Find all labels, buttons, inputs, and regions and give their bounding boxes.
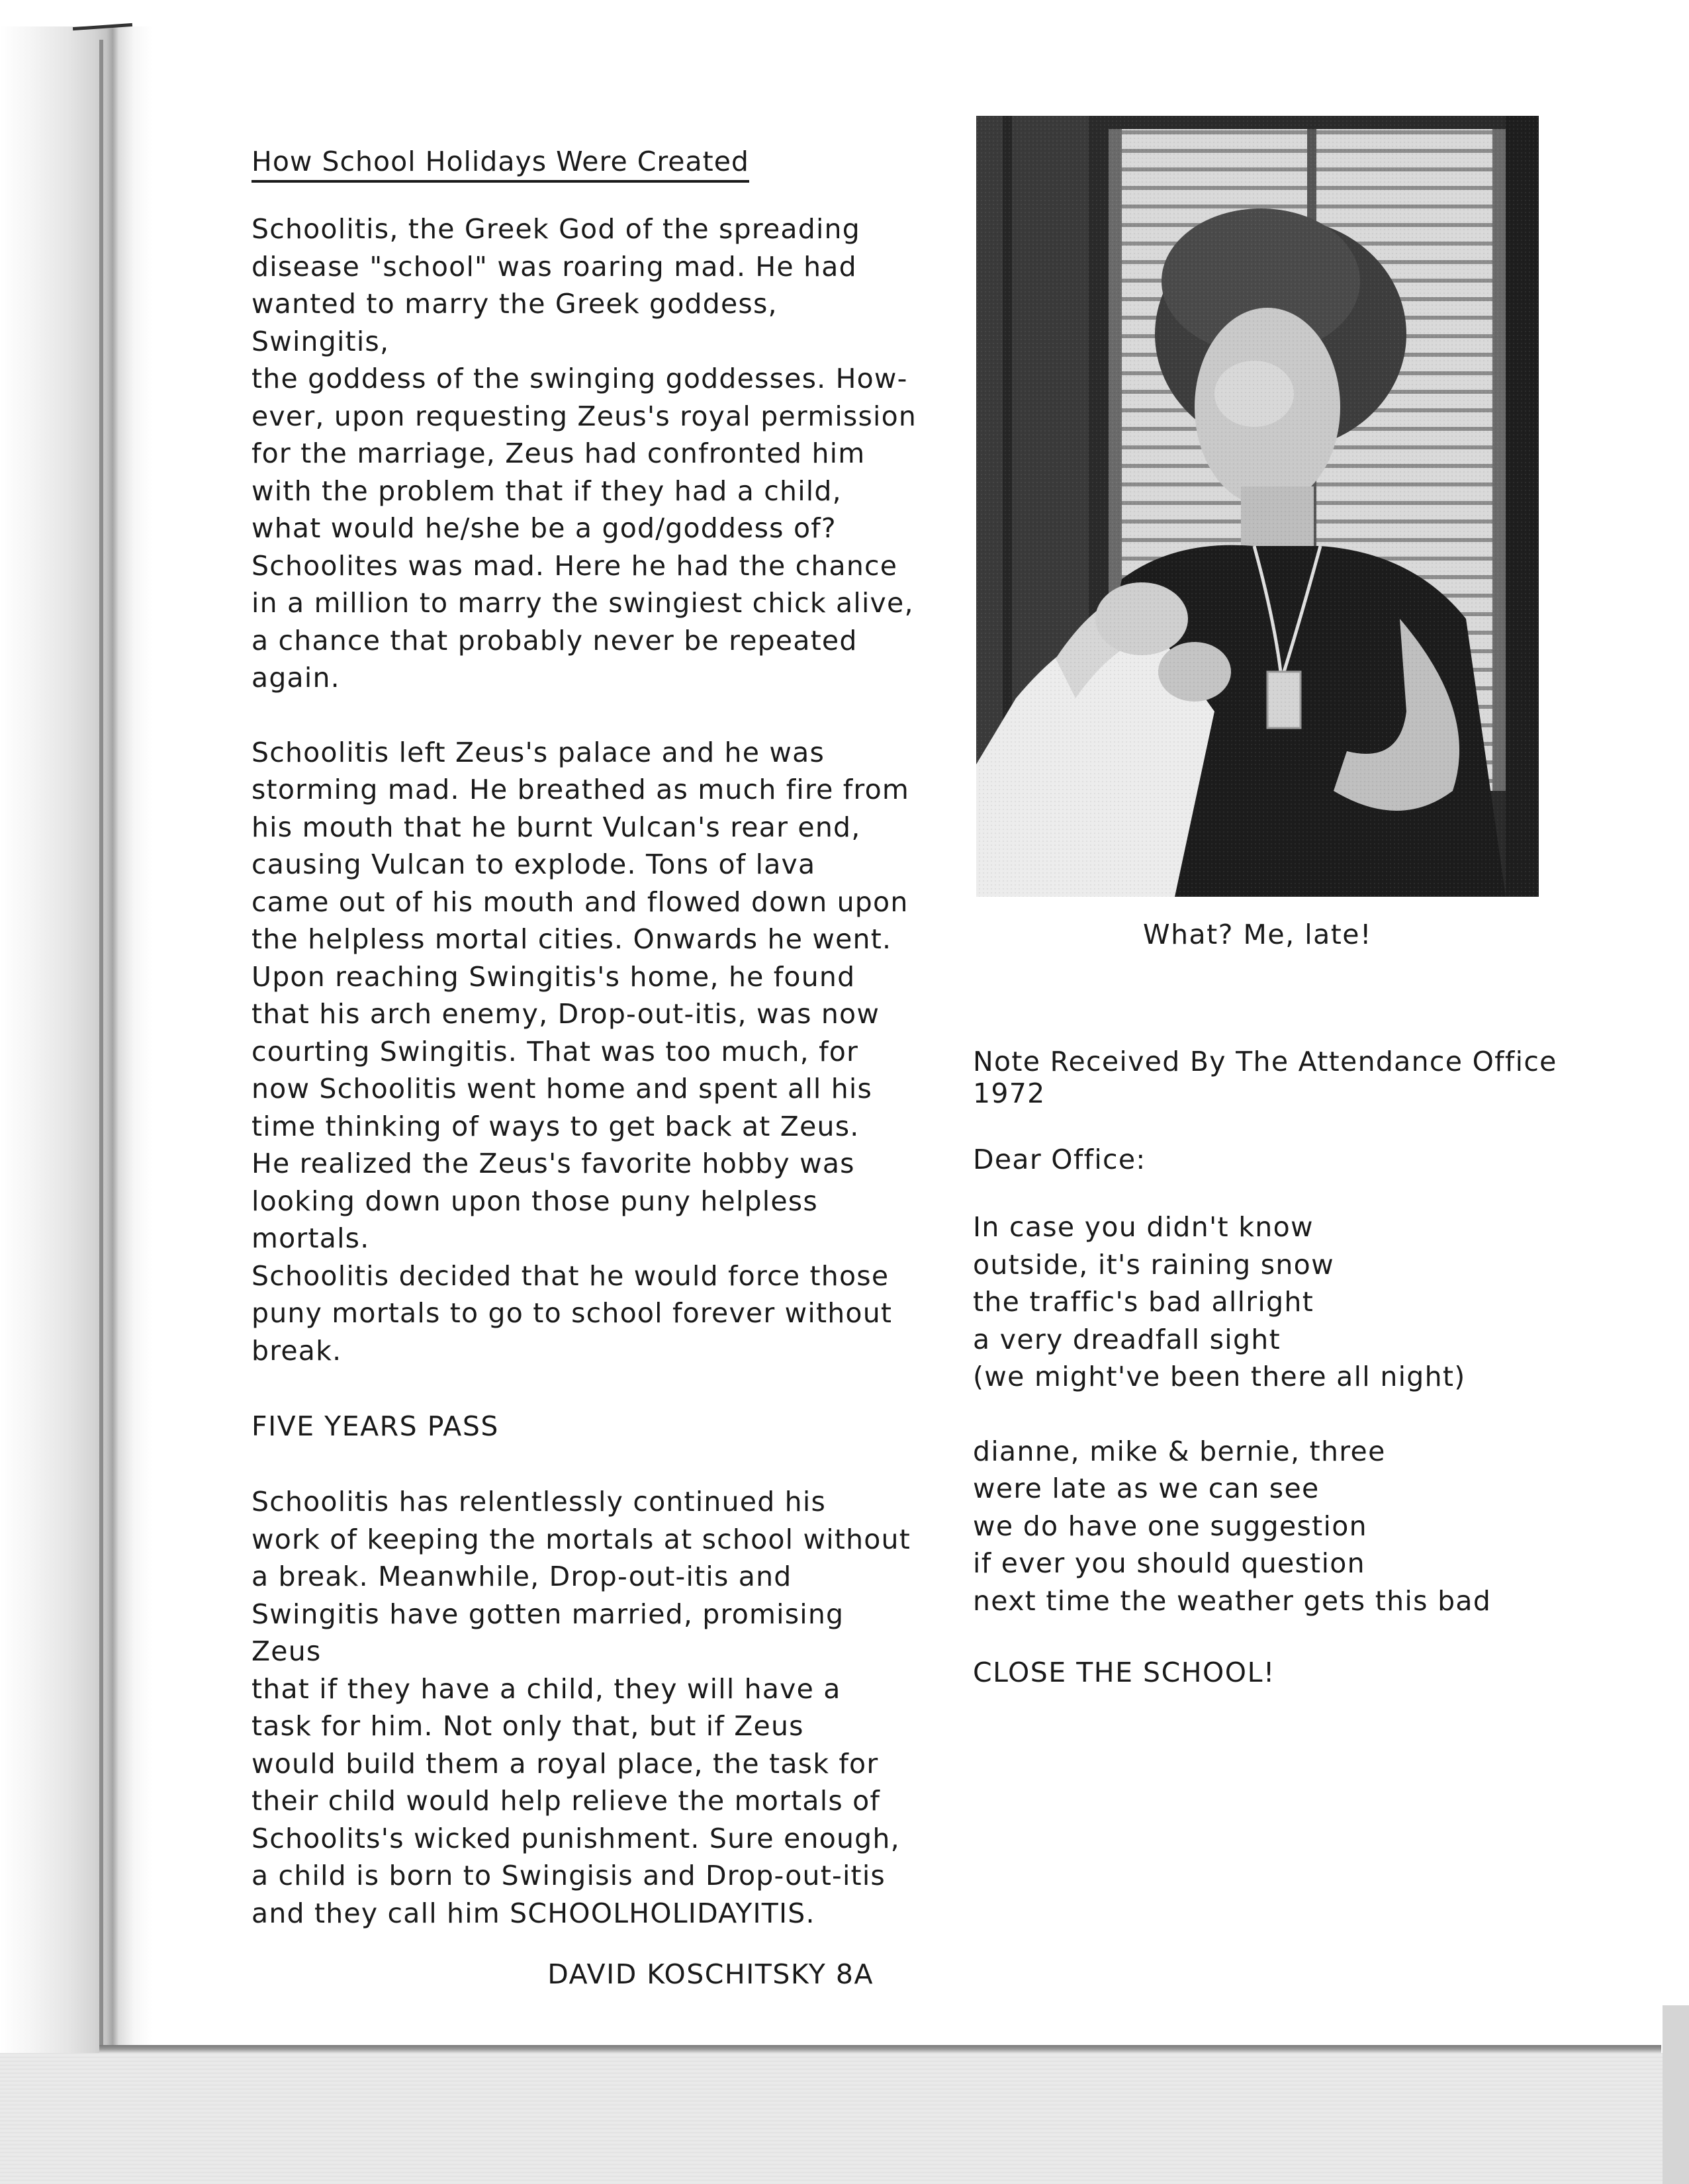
- scan-right-edge: [1663, 2005, 1689, 2184]
- scan-bottom-edge: [99, 2045, 1661, 2053]
- attendance-note: [973, 1046, 1635, 1688]
- note-closing: CLOSE THE SCHOOL!: [973, 1657, 1275, 1688]
- note-stanza-1: In case you didn't know outside, it's raining snow the traffic's bad allright a very dreadfall sight (we might've been there all night): [973, 1211, 1466, 1392]
- photo-woman-with-folder: [976, 116, 1539, 897]
- article-title: How School Holidays Were Created: [251, 146, 749, 183]
- section-heading: FIVE YEARS PASS: [251, 1410, 499, 1442]
- binding-line: [99, 40, 103, 2052]
- scan-bottom-shade: [0, 2053, 1689, 2184]
- article-paragraph-2: Schoolitis left Zeus's palace and he was storming mad. He breathed as much fire from his mouth that he burnt Vulcan's rear end, causing Vulcan to explode. Tons of lava came out of his mouth and flowed down upon the helpless mortal cities. Onwards he went. Upon reaching Swingitis's home, he found that his arch enemy, Drop-out-itis, was now courting Swingitis. That was too much, for now Schoolitis went home and spent all his time thinking of ways to get back at Zeus. He realized the Zeus's favorite hobby was looking down upon those puny helpless mortals. Schoolitis decided that he would force those puny mortals to go to school forever without break.: [251, 736, 909, 1367]
- article-column: [251, 146, 920, 1990]
- author-signature: DAVID KOSCHITSKY 8A: [547, 1958, 874, 1990]
- article-paragraph-1: Schoolitis, the Greek God of the spreading disease "school" was roaring mad. He had wanted to marry the Greek goddess, Swingitis, the goddess of the swinging goddesses. How- ever, upon requesting Zeus's royal permission for the marriage, Zeus had confronted him with the problem that if they had a child, what would he/she be a god/goddess of? Schoolites was mad. Here he had the chance in a million to marry the swingiest chick alive, a chance that probably never be repeated again.: [251, 213, 917, 694]
- note-title: Note Received By The Attendance Office 1972: [973, 1046, 1557, 1109]
- scan-binding-edge: [0, 26, 152, 2065]
- photo-caption: What? Me, late!: [1143, 919, 1372, 950]
- note-salutation: Dear Office:: [973, 1144, 1146, 1175]
- article-paragraph-3: Schoolitis has relentlessly continued his work of keeping the mortals at school without a break. Meanwhile, Drop-out-itis and Swingitis have gotten married, promising Zeus that if they have a child, they will have a task for him. Not only that, but if Zeus would build them a royal place, the task for their child would help relieve the mortals of Schoolits's wicked punishment. Sure enough, a child is born to Swingisis and Drop-out-itis and they call him SCHOOLHOLIDAYITIS.: [251, 1486, 911, 1929]
- note-stanza-2: dianne, mike & bernie, three were late as we can see we do have one suggestion if ever you should question next time the weather gets this bad: [973, 1435, 1492, 1617]
